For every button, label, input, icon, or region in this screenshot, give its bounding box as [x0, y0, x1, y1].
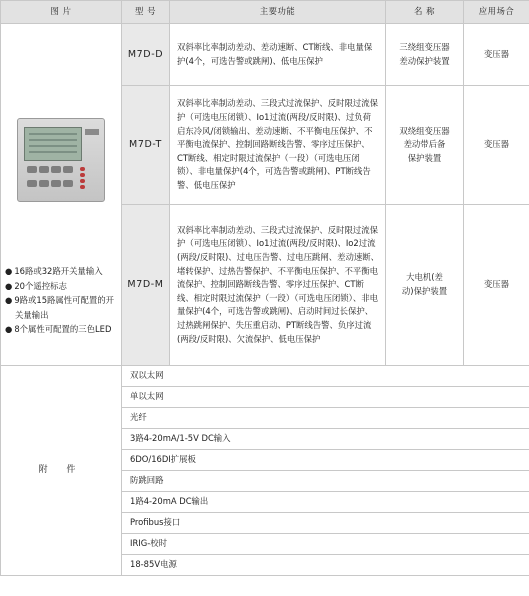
- accessory-item: 防跳回路: [122, 471, 529, 492]
- name-line: 动)保护装置: [401, 286, 448, 296]
- accessory-item: Profibus接口: [122, 513, 529, 534]
- name-line: 差动保护装置: [399, 55, 450, 66]
- product-row-d: [1, 24, 529, 86]
- header-row: [1, 1, 529, 24]
- name-line: 三绕组变压器: [399, 41, 450, 52]
- name-cell: [386, 24, 464, 86]
- name-line: 双绕组变压器: [399, 125, 450, 136]
- name-cell: [386, 86, 464, 205]
- name-line: 保护装置: [407, 152, 442, 163]
- application-cell: 变压器: [464, 205, 529, 366]
- header-name: 名 称: [386, 1, 464, 24]
- header-model: 型 号: [122, 1, 170, 24]
- accessory-item: 光纤: [122, 408, 529, 429]
- model-cell: M7D-M: [122, 205, 170, 366]
- accessory-item: 双以太网: [122, 366, 529, 387]
- application-cell: 变压器: [464, 86, 529, 205]
- brand-badge: [85, 129, 99, 135]
- header-image: 图 片: [1, 1, 122, 24]
- name-line: 差动带后备: [403, 139, 446, 150]
- functions-cell: 双斜率比率制动差动、差动速断、CT断线、非电量保护(4个，可选告警或跳闸)、低电压保护: [170, 24, 386, 86]
- accessory-label: 附 件: [1, 366, 122, 576]
- accessory-row: [1, 366, 529, 387]
- accessory-item: IRIG-校时: [122, 534, 529, 555]
- accessory-item: 单以太网: [122, 387, 529, 408]
- model-cell: M7D-T: [122, 86, 170, 205]
- keypad: [26, 165, 76, 191]
- relay-device-image: [17, 118, 105, 202]
- feature-item: ● 16路或32路开关量输入: [5, 264, 121, 278]
- feature-item: ● 20个遥控标志: [5, 279, 121, 293]
- application-cell: 变压器: [464, 24, 529, 86]
- feature-item: ● 9路或15路属性可配置的开关量输出: [5, 293, 121, 322]
- accessory-item: 3路4-20mA/1-5V DC输入: [122, 429, 529, 450]
- feature-item: ● 8个属性可配置的三色LED: [5, 322, 121, 336]
- name-cell: [386, 205, 464, 366]
- accessory-item: 6DO/16DI扩展板: [122, 450, 529, 471]
- header-functions: 主要功能: [170, 1, 386, 24]
- accessory-item: 18-85V电源: [122, 555, 529, 576]
- header-application: 应用场合: [464, 1, 529, 24]
- name-line: 大电机(差: [406, 272, 443, 283]
- functions-cell: 双斜率比率制动差动、三段式过流保护、反时限过流保护（可选电压闭锁）、Io1过流(两段/反时限)、Io2过流(两段/反时限)、过电压告警、过电压跳闸、差动速断、堵转保护、过热告警保护、不平衡电压保护、不平衡电流保护、控制回路断线告警、零序过压保护、CT断线、相定时限过流保护（一段）（可选电压闭锁）、非电量保护(4个，可选告警或跳闸)、启动时间过长保护、过热跳闸保护、失压重启动、PT断线告警、负序过流(两段/反时限)、欠流保护、低电压保护: [170, 205, 386, 366]
- image-cell: [1, 24, 122, 366]
- model-cell: M7D-D: [122, 24, 170, 86]
- feature-list: [1, 264, 121, 336]
- functions-cell: 双斜率比率制动差动、三段式过流保护、反时限过流保护（可选电压闭锁）、Io1过流(两段/反时限)、过负荷启东冷风/闭锁输出、差动速断、不平衡电压保护、不平衡电流保护、控制回路断线告警、零序过压保护、CT断线、相定时限过流保护（一段）（可选电压闭锁）、非电量保护(4个，可选告警或跳闸)、PT断线告警、低电压保护: [170, 86, 386, 205]
- accessory-item: 1路4-20mA DC输出: [122, 492, 529, 513]
- lcd-screen: [24, 127, 82, 161]
- status-leds: [80, 165, 96, 191]
